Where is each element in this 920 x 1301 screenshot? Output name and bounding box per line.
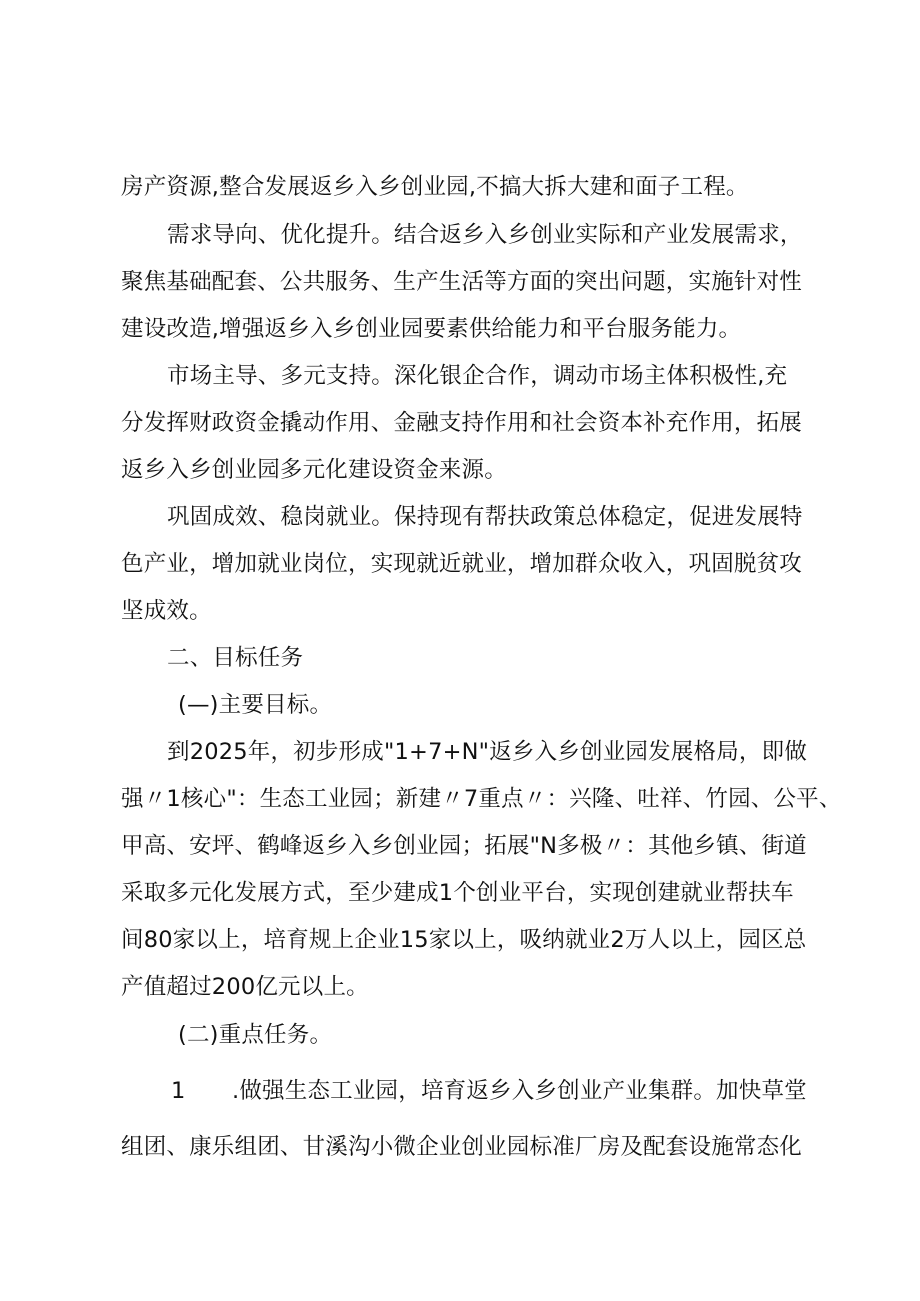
body-text-line: 产值超过200亿元以上。: [121, 974, 369, 1000]
principle-heading-line: 巩固成效、稳岗就业。保持现有帮扶政策总体稳定，促进发展特: [167, 504, 803, 530]
body-text-line: 到2025年，初步形成"1+7+N"返乡入乡创业园发展格局，即做: [167, 739, 808, 765]
body-text-line: 聚焦基础配套、公共服务、生产生活等方面的突出问题，实施针对性: [121, 269, 803, 295]
body-text-line: 坚成效。: [121, 598, 212, 624]
body-text-line: 房产资源,整合发展返乡入乡创业园,不搞大拆大建和面子工程。: [121, 174, 749, 200]
subsection-heading: (—)主要目标。: [178, 692, 333, 718]
body-text-line: 组团、康乐组团、甘溪沟小微企业创业园标准厂房及配套设施常态化: [121, 1134, 803, 1160]
item-number: 1: [171, 1078, 186, 1104]
body-text-line: 分发挥财政资金撬动作用、金融支持作用和社会资本补充作用，拓展: [121, 410, 803, 436]
subsection-heading: (二)重点任务。: [178, 1022, 333, 1048]
body-text-line: 间80家以上，培育规上企业15家以上，吸纳就业2万人以上，园区总: [121, 927, 807, 953]
body-text-line: 色产业，增加就业岗位，实现就近就业，增加群众收入，巩固脱贫攻: [121, 551, 803, 577]
principle-heading-line: 需求导向、优化提升。结合返乡入乡创业实际和产业发展需求，: [167, 222, 803, 248]
body-text-line: 采取多元化发展方式，至少建成1个创业平台，实现创建就业帮扶车: [121, 880, 794, 906]
body-text-line: 甲高、安坪、鹤峰返乡入乡创业园；拓展"N多极〃：其他乡镇、街道: [121, 833, 807, 859]
principle-heading-line: 市场主导、多元支持。深化银企合作，调动市场主体积极性,充: [167, 363, 788, 389]
section-heading: 二、目标任务: [167, 645, 304, 671]
body-text-line: 强〃1核心"：生态工业园；新建〃7重点〃：兴隆、吐祥、竹园、公平、: [121, 786, 842, 812]
body-text-line: 返乡入乡创业园多元化建设资金来源。: [121, 457, 507, 483]
body-text-line: 建设改造,增强返乡入乡创业园要素供给能力和平台服务能力。: [121, 316, 742, 342]
item-text-line: .做强生态工业园，培育返乡入乡创业产业集群。加快草堂: [232, 1078, 807, 1104]
